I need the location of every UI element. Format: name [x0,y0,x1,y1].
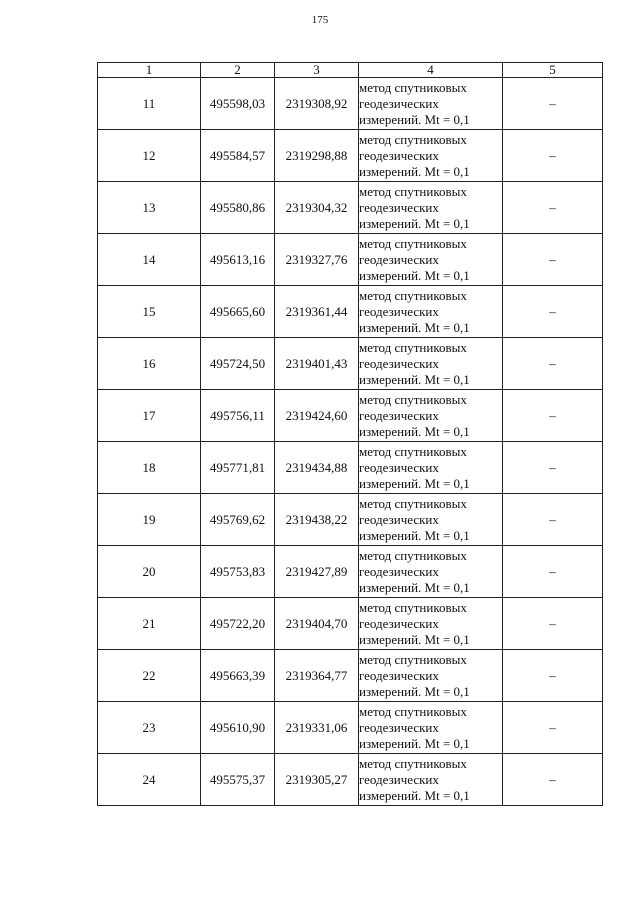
method-line: метод спутниковых [359,131,467,147]
x-coordinate-cell: 495580,86 [201,182,275,234]
header-col-2: 2 [201,63,275,78]
note-cell: – [503,442,603,494]
method-line: измерений. Mt = 0,1 [359,111,470,127]
method-line: геодезических [359,511,439,527]
method-line: геодезических [359,355,439,371]
y-coordinate-cell: 2319404,70 [275,598,359,650]
y-coordinate-cell: 2319305,27 [275,754,359,806]
method-line: геодезических [359,251,439,267]
header-col-3: 3 [275,63,359,78]
point-number-cell: 18 [98,442,201,494]
method-line: метод спутниковых [359,443,467,459]
note-cell: – [503,286,603,338]
x-coordinate-cell: 495665,60 [201,286,275,338]
x-coordinate-cell: 495756,11 [201,390,275,442]
method-line: метод спутниковых [359,599,467,615]
note-cell: – [503,130,603,182]
point-number-cell: 13 [98,182,201,234]
header-col-1: 1 [98,63,201,78]
note-cell: – [503,546,603,598]
method-cell [359,650,503,702]
method-line: измерений. Mt = 0,1 [359,319,470,335]
method-line: метод спутниковых [359,495,467,511]
table-row [98,494,603,546]
note-cell: – [503,650,603,702]
y-coordinate-cell: 2319361,44 [275,286,359,338]
method-cell [359,754,503,806]
method-cell [359,546,503,598]
note-cell: – [503,234,603,286]
method-line: измерений. Mt = 0,1 [359,527,470,543]
y-coordinate-cell: 2319327,76 [275,234,359,286]
method-line: метод спутниковых [359,339,467,355]
table-row [98,442,603,494]
y-coordinate-cell: 2319401,43 [275,338,359,390]
method-cell [359,182,503,234]
point-number-cell: 21 [98,598,201,650]
header-col-4: 4 [359,63,503,78]
point-number-cell: 11 [98,78,201,130]
y-coordinate-cell: 2319434,88 [275,442,359,494]
y-coordinate-cell: 2319427,89 [275,546,359,598]
x-coordinate-cell: 495771,81 [201,442,275,494]
point-number-cell: 24 [98,754,201,806]
point-number-cell: 16 [98,338,201,390]
x-coordinate-cell: 495663,39 [201,650,275,702]
x-coordinate-cell: 495724,50 [201,338,275,390]
method-line: геодезических [359,563,439,579]
method-line: измерений. Mt = 0,1 [359,683,470,699]
method-cell [359,130,503,182]
method-cell [359,442,503,494]
method-line: метод спутниковых [359,79,467,95]
method-line: измерений. Mt = 0,1 [359,735,470,751]
x-coordinate-cell: 495769,62 [201,494,275,546]
method-line: измерений. Mt = 0,1 [359,475,470,491]
y-coordinate-cell: 2319331,06 [275,702,359,754]
method-cell [359,494,503,546]
point-number-cell: 12 [98,130,201,182]
table-body [98,78,603,806]
method-line: измерений. Mt = 0,1 [359,423,470,439]
table-row [98,754,603,806]
x-coordinate-cell: 495584,57 [201,130,275,182]
method-line: измерений. Mt = 0,1 [359,579,470,595]
x-coordinate-cell: 495753,83 [201,546,275,598]
method-line: геодезических [359,199,439,215]
method-line: геодезических [359,771,439,787]
table-row [98,598,603,650]
method-line: измерений. Mt = 0,1 [359,163,470,179]
table-row [98,182,603,234]
y-coordinate-cell: 2319424,60 [275,390,359,442]
note-cell: – [503,78,603,130]
x-coordinate-cell: 495610,90 [201,702,275,754]
point-number-cell: 15 [98,286,201,338]
method-line: измерений. Mt = 0,1 [359,267,470,283]
point-number-cell: 20 [98,546,201,598]
table-row [98,702,603,754]
coordinates-table [97,62,603,806]
y-coordinate-cell: 2319438,22 [275,494,359,546]
x-coordinate-cell: 495598,03 [201,78,275,130]
header-row [98,63,603,78]
method-cell [359,234,503,286]
table-row [98,546,603,598]
note-cell: – [503,182,603,234]
point-number-cell: 23 [98,702,201,754]
note-cell: – [503,754,603,806]
method-line: метод спутниковых [359,235,467,251]
note-cell: – [503,390,603,442]
method-line: геодезических [359,615,439,631]
method-line: метод спутниковых [359,391,467,407]
note-cell: – [503,702,603,754]
method-line: геодезических [359,667,439,683]
method-cell [359,338,503,390]
point-number-cell: 17 [98,390,201,442]
method-line: метод спутниковых [359,755,467,771]
y-coordinate-cell: 2319304,32 [275,182,359,234]
point-number-cell: 19 [98,494,201,546]
method-cell [359,390,503,442]
method-line: метод спутниковых [359,183,467,199]
note-cell: – [503,598,603,650]
method-line: измерений. Mt = 0,1 [359,787,470,803]
method-line: геодезических [359,407,439,423]
method-line: геодезических [359,303,439,319]
y-coordinate-cell: 2319298,88 [275,130,359,182]
x-coordinate-cell: 495575,37 [201,754,275,806]
note-cell: – [503,494,603,546]
table-row [98,78,603,130]
method-line: геодезических [359,147,439,163]
table-row [98,130,603,182]
table-row [98,234,603,286]
method-line: измерений. Mt = 0,1 [359,631,470,647]
table-row [98,338,603,390]
method-cell [359,78,503,130]
header-col-5: 5 [503,63,603,78]
page-number: 175 [311,14,329,26]
method-line: геодезических [359,95,439,111]
method-line: метод спутниковых [359,287,467,303]
method-line: метод спутниковых [359,547,467,563]
method-cell [359,702,503,754]
method-cell [359,598,503,650]
point-number-cell: 22 [98,650,201,702]
table-row [98,390,603,442]
method-line: геодезических [359,719,439,735]
point-number-cell: 14 [98,234,201,286]
method-line: измерений. Mt = 0,1 [359,371,470,387]
table-row [98,286,603,338]
x-coordinate-cell: 495613,16 [201,234,275,286]
table-row [98,650,603,702]
method-cell [359,286,503,338]
method-line: измерений. Mt = 0,1 [359,215,470,231]
y-coordinate-cell: 2319308,92 [275,78,359,130]
method-line: метод спутниковых [359,703,467,719]
method-line: геодезических [359,459,439,475]
method-line: метод спутниковых [359,651,467,667]
note-cell: – [503,338,603,390]
y-coordinate-cell: 2319364,77 [275,650,359,702]
x-coordinate-cell: 495722,20 [201,598,275,650]
